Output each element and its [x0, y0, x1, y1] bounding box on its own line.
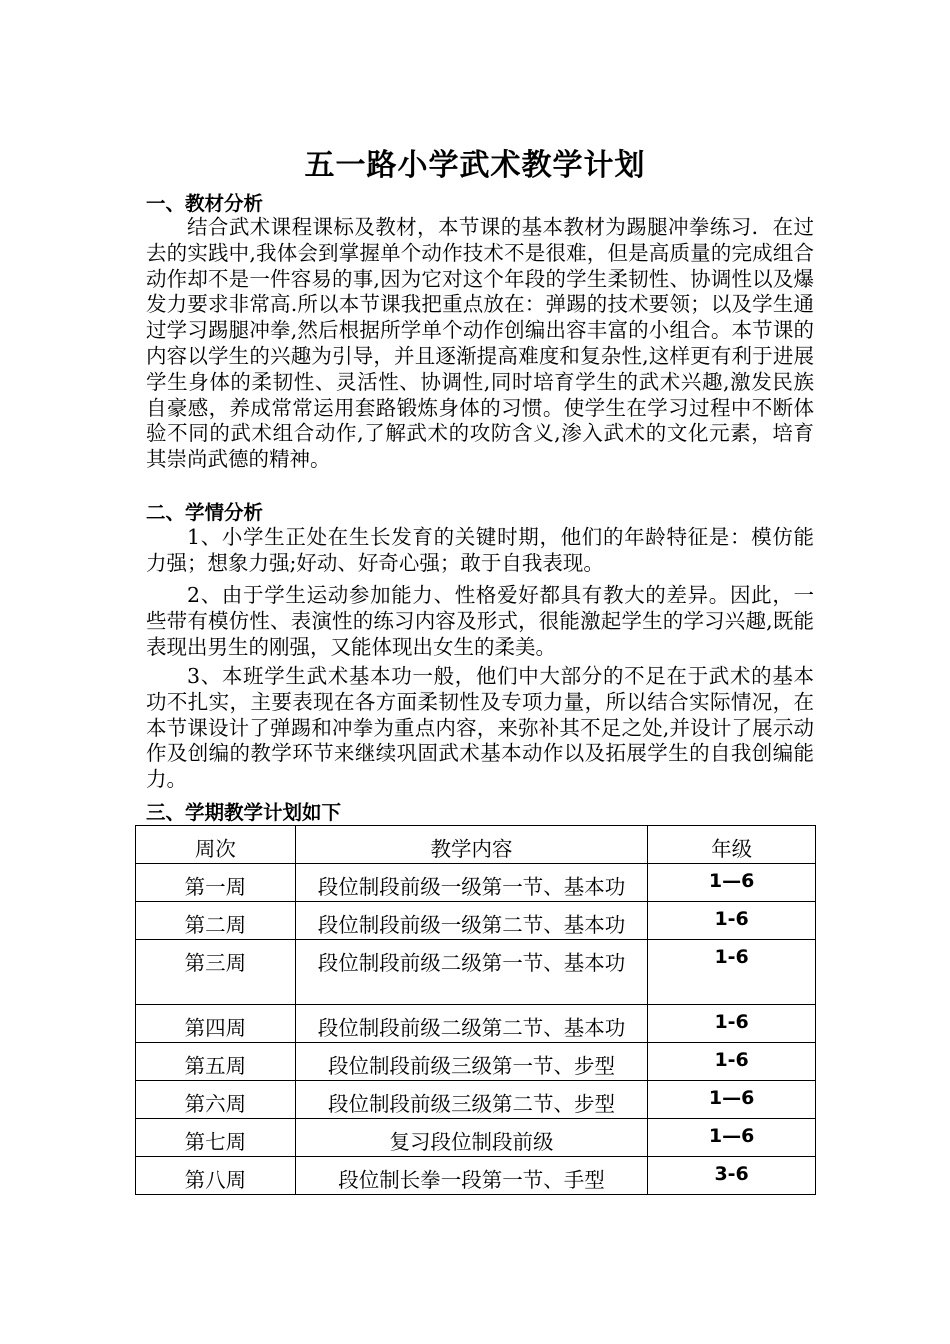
grade-cell: 1—6	[648, 1081, 816, 1119]
content-cell: 段位制段前级一级第二节、基本功	[295, 902, 647, 940]
content-cell: 段位制段前级一级第一节、基本功	[295, 864, 647, 902]
section-heading-semester-plan: 三、学期教学计划如下	[146, 801, 342, 824]
material-analysis-paragraph: 结合武术课程课标及教材，本节课的基本教材为踢腿冲拳练习．在过去的实践中,我体会到掌握单个动作技术不是很难，但是高质量的完成组合动作却不是一件容易的事,因为它对这个年段的学生柔韧性、协调性以及爆发力要求非常高.所以本节课我把重点放在：弹踢的技术要领；以及学生通过学习踢腿冲拳,然后根据所学单个动作创编出容丰富的小组合。本节课的内容以学生的兴趣为引导，并且逐渐提高难度和复杂性,这样更有利于进展学生身体的柔韧性、灵活性、协调性,同时培育学生的武术兴趣,激发民族自豪感，养成常常运用套路锻炼身体的习惯。使学生在学习过程中不断体验不同的武术组合动作,了解武术的攻防含义,渗入武术的文化元素，培育其崇尚武德的精神。	[146, 215, 814, 472]
grade-cell: 1-6	[648, 1005, 816, 1043]
table-row	[136, 1119, 816, 1157]
table-row	[136, 940, 816, 1005]
content-cell: 复习段位制段前级	[295, 1119, 647, 1157]
grade-cell: 1—6	[648, 1119, 816, 1157]
column-header-grade: 年级	[648, 826, 816, 864]
table-row	[136, 902, 816, 940]
content-cell: 段位制段前级二级第二节、基本功	[295, 1005, 647, 1043]
week-cell: 第三周	[136, 940, 296, 1005]
week-cell: 第四周	[136, 1005, 296, 1043]
column-header-week: 周次	[136, 826, 296, 864]
week-cell: 第七周	[136, 1119, 296, 1157]
page-title: 五一路小学武术教学计划	[304, 148, 646, 183]
student-analysis-paragraph-1: 1、小学生正处在生长发育的关键时期，他们的年龄特征是：模仿能力强；想象力强;好动、好奇心强；敢于自我表现。	[146, 525, 814, 575]
content-cell: 段位制段前级三级第一节、步型	[295, 1043, 647, 1081]
table-row	[136, 1157, 816, 1195]
week-cell: 第八周	[136, 1157, 296, 1195]
week-cell: 第二周	[136, 902, 296, 940]
student-analysis-paragraph-3: 3、本班学生武术基本功一般，他们中大部分的不足在于武术的基本功不扎实，主要表现在各方面柔韧性及专项力量，所以结合实际情况，在本节课设计了弹踢和冲拳为重点内容，来弥补其不足之处,并设计了展示动作及创编的教学环节来继续巩固武术基本动作以及拓展学生的自我创编能力。	[146, 664, 814, 792]
column-header-content: 教学内容	[295, 826, 647, 864]
table-header-row	[136, 826, 816, 864]
grade-cell: 1-6	[648, 1043, 816, 1081]
content-cell: 段位制段前级二级第一节、基本功	[295, 940, 647, 1005]
table-row	[136, 1081, 816, 1119]
table-row	[136, 1005, 816, 1043]
table-row	[136, 864, 816, 902]
student-analysis-paragraph-2: 2、由于学生运动参加能力、性格爱好都具有教大的差异。因此，一些带有模仿性、表演性的练习内容及形式，很能激起学生的学习兴趣,既能表现出男生的刚强，又能体现出女生的柔美。	[146, 583, 814, 659]
section-heading-material-analysis: 一、教材分析	[146, 192, 264, 215]
grade-cell: 1-6	[648, 902, 816, 940]
grade-cell: 3-6	[648, 1157, 816, 1195]
week-cell: 第五周	[136, 1043, 296, 1081]
section-heading-student-analysis: 二、学情分析	[146, 501, 264, 524]
content-cell: 段位制段前级三级第二节、步型	[295, 1081, 647, 1119]
week-cell: 第一周	[136, 864, 296, 902]
grade-cell: 1—6	[648, 864, 816, 902]
table-row	[136, 1043, 816, 1081]
week-cell: 第六周	[136, 1081, 296, 1119]
teaching-plan-table	[135, 825, 816, 1195]
content-cell: 段位制长拳一段第一节、手型	[295, 1157, 647, 1195]
grade-cell: 1-6	[648, 940, 816, 1005]
